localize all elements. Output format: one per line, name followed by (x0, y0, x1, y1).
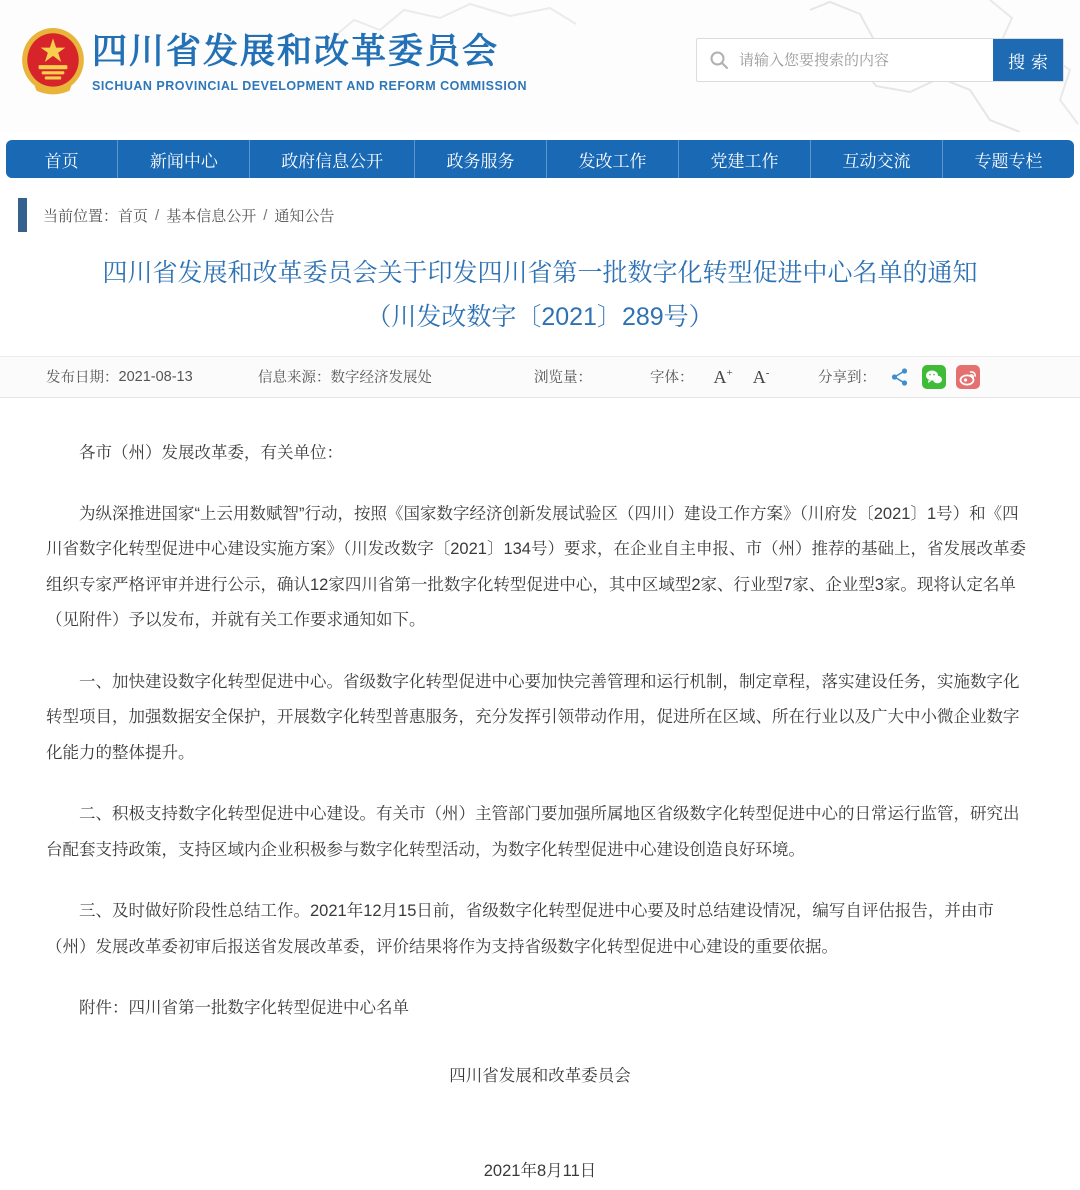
share-label: 分享到： (818, 370, 876, 386)
signature-date: 2021年8月11日 (483, 1162, 597, 1181)
nav-item-interaction[interactable]: 互动交流 (810, 140, 942, 178)
breadcrumb-item-notices[interactable]: 通知公告 (274, 207, 335, 225)
site-header (0, 0, 1080, 132)
share-more-icon[interactable] (888, 365, 912, 389)
nav-item-services[interactable]: 政务服务 (414, 140, 546, 178)
font-decrease-button[interactable]: A- (752, 366, 770, 387)
meta-views (534, 366, 650, 387)
nav-item-home[interactable]: 首页 (44, 151, 79, 171)
salutation: 各市（州）发展改革委，有关单位： (79, 443, 343, 462)
site-subtitle: SICHUAN PROVINCIAL DEVELOPMENT AND REFORM COMMISSION (92, 79, 528, 94)
views-label: 浏览量： (534, 370, 592, 386)
breadcrumb (0, 178, 1080, 246)
site-title: 四川省发展和改革委员会 (92, 32, 500, 71)
attachment-line: 附件：四川省第一批数字化转型促进中心名单 (79, 999, 409, 1018)
paragraph-item-2: 二、积极支持数字化转型促进中心建设。有关市（州）主管部门要加强所属地区省级数字化转型促进中心的日常运行监管，研究出台配套支持政策，支持区域内企业积极参与数字化转型活动，为数字化转型促进中心建设创造良好环境。 (46, 805, 1020, 859)
breadcrumb-separator: / (263, 206, 268, 224)
breadcrumb-item-basic-info[interactable]: 基本信息公开 (166, 207, 257, 225)
nav-item-party-building[interactable]: 党建工作 (678, 140, 810, 178)
paragraph-item-1: 一、加快建设数字化转型促进中心。省级数字化转型促进中心要加快完善管理和运行机制，制定章程，落实建设任务，实施数字化转型项目，加强数据安全保护，开展数字化转型普惠服务，充分发挥引领带动作用，促进所在区域、所在行业以及广大中小微企业数字化能力的整体提升。 (46, 672, 1020, 762)
meta-share (818, 365, 980, 389)
publish-date-label: 发布日期： (46, 370, 119, 386)
meta-font-size (650, 366, 818, 387)
search-input-area (697, 39, 993, 81)
paragraph-intro: 为纵深推进国家“上云用数赋智”行动，按照《国家数字经济创新发展试验区（四川）建设工作方案》（川府发〔2021〕1号）和《四川省数字化转型促进中心建设实施方案》（川发改数字〔2021〕134号）要求，在企业自主申报、市（州）推荐的基础上，省发展改革委组织专家严格评审并进行公示，确认12家四川省第一批数字化转型促进中心，其中区域型2家、行业型7家、企业型3家。现将认定名单（见附件）予以发布，并就有关工作要求通知如下。 (46, 504, 1026, 630)
breadcrumb-separator: / (155, 206, 160, 224)
main-nav (6, 140, 1074, 178)
search-button[interactable]: 搜索 (993, 39, 1063, 81)
breadcrumb-item-home[interactable]: 首页 (118, 207, 149, 225)
article-body (0, 398, 1080, 1190)
article-title-line2: （川发改数字〔2021〕289号） (366, 302, 714, 331)
nav-item-reform-work[interactable]: 发改工作 (546, 140, 678, 178)
signature: 四川省发展和改革委员会 (449, 1066, 631, 1085)
search-icon (709, 50, 729, 70)
nav-item-gov-info[interactable]: 政府信息公开 (249, 140, 414, 178)
article-title (0, 246, 1080, 356)
breadcrumb-label: 当前位置： (43, 207, 119, 225)
nav-item-news[interactable]: 新闻中心 (117, 140, 249, 178)
search-bar (696, 38, 1064, 82)
font-label: 字体： (650, 370, 694, 386)
source-label: 信息来源： (258, 370, 331, 386)
meta-publish-date (46, 366, 258, 387)
weibo-share-icon[interactable] (956, 365, 980, 389)
site-identity (92, 32, 527, 93)
article-meta (0, 356, 1080, 398)
paragraph-item-3: 三、及时做好阶段性总结工作。2021年12月15日前，省级数字化转型促进中心要及时总结建设情况，编写自评估报告，并由市（州）发展改革委初审后报送省发展改革委，评价结果将作为支持省级数字化转型促进中心建设的重要依据。 (46, 902, 994, 956)
meta-source (258, 366, 534, 387)
font-increase-button[interactable]: A+ (713, 366, 733, 387)
national-emblem-logo (20, 26, 86, 98)
wechat-share-icon[interactable] (922, 365, 946, 389)
source-value: 数字经济发展处 (330, 370, 432, 386)
article-title-line1: 四川省发展和改革委员会关于印发四川省第一批数字化转型促进中心名单的通知 (102, 259, 978, 287)
search-input[interactable] (739, 52, 981, 69)
nav-item-special-topics[interactable]: 专题专栏 (942, 140, 1074, 178)
breadcrumb-marker (18, 198, 27, 232)
publish-date-value: 2021-08-13 (118, 368, 193, 385)
